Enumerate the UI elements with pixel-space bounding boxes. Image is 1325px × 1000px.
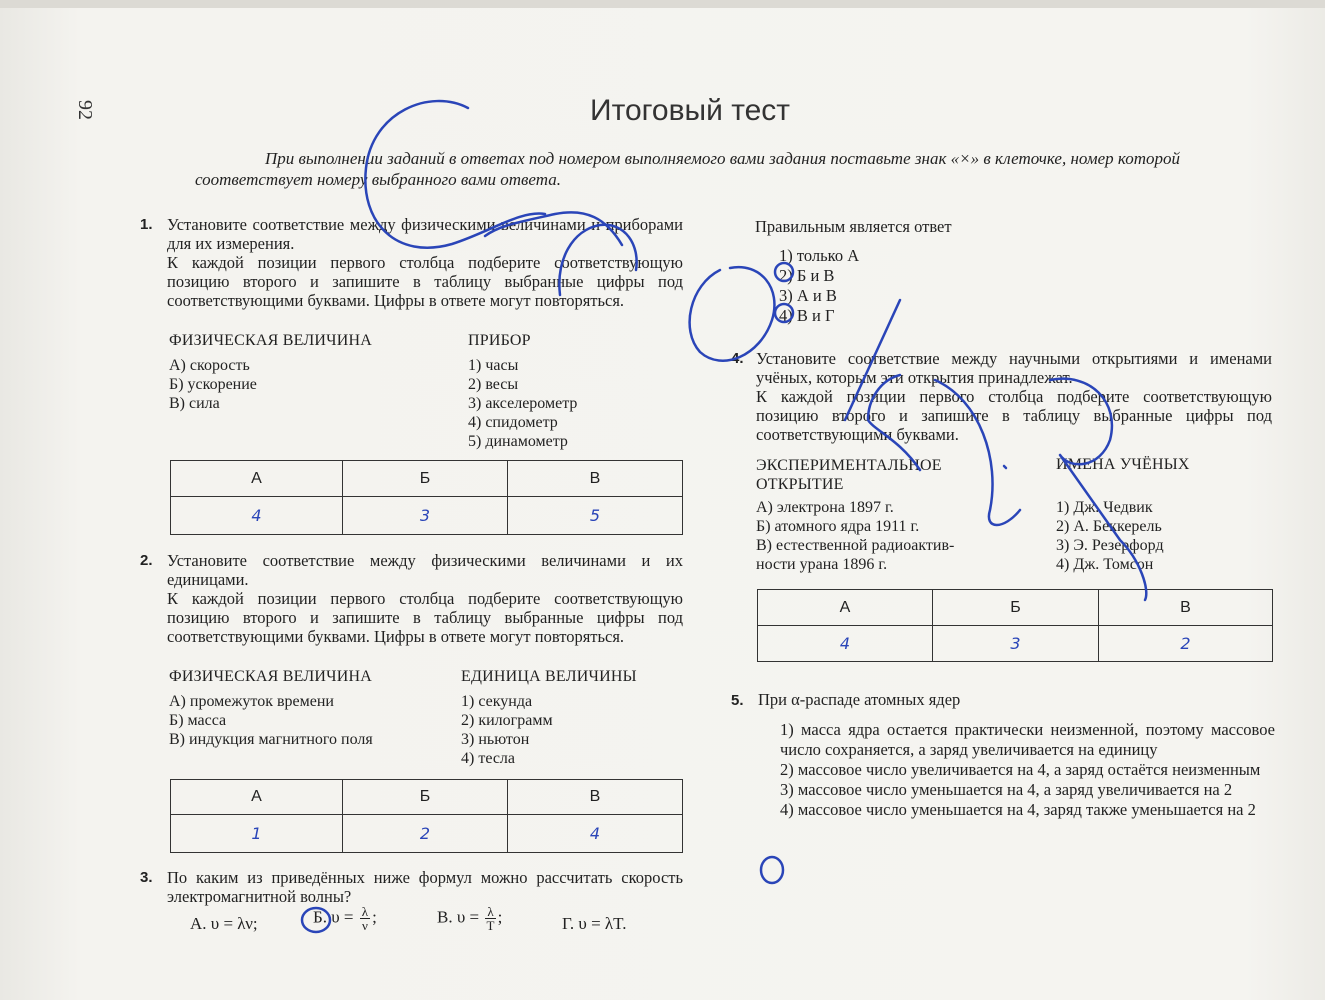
q4-left-heading <box>756 456 942 494</box>
fraction-numerator: λ <box>361 904 369 919</box>
q1-text: Установите соответствие между физическими величинами и приборами для их измерения. <box>167 215 683 253</box>
handwritten-dot <box>1004 466 1006 468</box>
q4-discovery: В) естественной радиоактив- <box>756 537 955 554</box>
q4-answer-table <box>757 589 1273 662</box>
q4-table-head: В <box>1099 590 1273 626</box>
q2-right-heading: ЕДИНИЦА ВЕЛИЧИНЫ <box>461 668 637 685</box>
q3-option[interactable]: 2) Б и В <box>779 266 835 285</box>
fraction-denominator: T <box>486 918 495 933</box>
q2-answer-cell[interactable]: 4 <box>508 815 683 853</box>
q2-answer-cell[interactable]: 2 <box>343 815 508 853</box>
q5-option[interactable]: 1) масса ядра остается практически неизменной, поэтому массовое число сохраняется, а заряд увеличивается на единицу <box>780 720 1275 759</box>
q3-option[interactable]: 1) только А <box>779 246 860 265</box>
q1-left-heading: ФИЗИЧЕСКАЯ ВЕЛИЧИНА <box>169 332 373 349</box>
formula-v-fraction <box>485 905 495 932</box>
q4-answer-cell[interactable]: 4 <box>758 626 933 662</box>
q1-answer-cell[interactable]: 5 <box>508 497 683 535</box>
q2-quantity: Б) масса <box>169 712 227 729</box>
q4-discoveries <box>756 498 954 574</box>
q4-discovery: ности урана 1896 г. <box>756 556 888 573</box>
instructions: При выполнении заданий в ответах под номером выполняемого вами задания поставьте знак «×» в клеточке, номер которой соответствует номеру выбранного вами ответа. <box>195 149 1180 189</box>
q1-device: 2) весы <box>468 376 519 393</box>
q4-answer-cell[interactable]: 3 <box>933 626 1099 662</box>
q3-text: По каким из приведённых ниже формул можно рассчитать скорость электромагнитной волны? <box>167 868 683 906</box>
page-number: 92 <box>74 100 96 120</box>
q1-instructions: К каждой позиции первого столбца подберите соответствующую позицию второго и запишите в таблицу выбранные цифры под соответствующими буквами. Цифры в ответе могут повторяться. <box>167 253 683 310</box>
q4-scientists <box>1056 498 1164 574</box>
q4-left-heading-line: ЭКСПЕРИМЕНТАЛЬНОЕ <box>756 457 942 474</box>
q2-quantity: А) промежуток времени <box>169 693 334 710</box>
formula-b: Б. υ = $\frac{\lambda}{\nu}$ ; <box>313 904 377 933</box>
q4-instructions: К каждой позиции первого столбца подберите соответствующую позицию второго и запишите в таблицу выбранные цифры под соответствующими буквами. <box>756 387 1272 444</box>
q4-discovery: А) электрона 1897 г. <box>756 499 894 516</box>
q1-device: 3) акселерометр <box>468 395 578 412</box>
q1-table-head: Б <box>343 461 508 497</box>
q2-table-head: А <box>171 780 343 815</box>
q2-unit: 2) килограмм <box>461 712 553 729</box>
page-title: Итоговый тест <box>590 94 791 127</box>
formula-b-label: Б. υ = <box>313 907 354 927</box>
q1-table-head: В <box>508 461 683 497</box>
q4-scientist: 4) Дж. Томсон <box>1056 556 1154 573</box>
q4-text: Установите соответствие между научными открытиями и именами учёных, которым эти открытия принадлежат. <box>756 349 1272 387</box>
q4-scientist: 1) Дж. Чедвик <box>1056 499 1153 516</box>
formula-v-label: В. υ = <box>437 907 480 927</box>
q4-answer-cell[interactable]: 2 <box>1099 626 1273 662</box>
q2-instructions: К каждой позиции первого столбца подберите соответствующую позицию второго и запишите в таблицу выбранные цифры под соответствующими буквами. Цифры в ответе могут повторяться. <box>167 589 683 646</box>
q2-unit: 4) тесла <box>461 750 516 767</box>
q1-answer-cell[interactable]: 4 <box>171 497 343 535</box>
q2-answer-table <box>170 779 683 853</box>
q3-option[interactable]: 4) В и Г <box>779 306 835 325</box>
q2-quantity: В) индукция магнитного поля <box>169 731 373 748</box>
q5-option[interactable]: 4) массовое число уменьшается на 4, заряд также уменьшается на 2 <box>780 800 1256 819</box>
q3-option[interactable]: 3) А и В <box>779 286 837 305</box>
handwritten-letter-o <box>690 267 775 361</box>
q1-answer-cell[interactable]: 3 <box>343 497 508 535</box>
q5-options <box>780 720 1275 820</box>
fraction-denominator: ν <box>361 918 368 933</box>
q3-answer-lead: Правильным является ответ <box>755 217 952 236</box>
q1-quantity: В) сила <box>169 395 220 412</box>
q1-table-head: А <box>171 461 343 497</box>
q4-table-head: Б <box>933 590 1099 626</box>
q2-table-head: Б <box>343 780 508 815</box>
q1-number: 1. <box>140 216 153 233</box>
q5-option[interactable]: 3) массовое число уменьшается на 4, а заряд увеличивается на 2 <box>780 780 1233 799</box>
q4-left-heading-line: ОТКРЫТИЕ <box>756 476 844 493</box>
q2-unit: 1) секунда <box>461 693 533 710</box>
q1-device: 5) динамометр <box>468 433 568 450</box>
q1-answer-table <box>170 460 683 535</box>
formula-g: Г. υ = λT. <box>562 914 627 933</box>
q5-option-4-circle <box>761 857 783 883</box>
q2-number: 2. <box>140 552 153 569</box>
q1-devices <box>468 356 577 451</box>
q3-number: 3. <box>140 869 153 886</box>
q4-right-heading: ИМЕНА УЧЁНЫХ <box>1056 456 1190 473</box>
q2-quantities <box>169 692 373 749</box>
q4-scientist: 3) Э. Резерфорд <box>1056 537 1164 554</box>
q4-table-head: А <box>758 590 933 626</box>
q2-units <box>461 692 553 768</box>
q2-left-heading: ФИЗИЧЕСКАЯ ВЕЛИЧИНА <box>169 668 373 685</box>
scan-edge <box>0 0 1325 8</box>
q2-unit: 3) ньютон <box>461 731 530 748</box>
q2-table-head: В <box>508 780 683 815</box>
q2-text: Установите соответствие между физическими величинами и их единицами. <box>167 551 683 589</box>
formula-b-fraction <box>360 905 370 932</box>
q5-option[interactable]: 2) массовое число увеличивается на 4, а заряд остаётся неизменным <box>780 760 1261 779</box>
q4-number: 4. <box>731 350 744 367</box>
q5-text: При α-распаде атомных ядер <box>758 690 961 709</box>
q1-quantity: Б) ускорение <box>169 376 257 393</box>
formula-a: А. υ = λν; <box>190 914 258 933</box>
fraction-numerator: λ <box>487 904 494 919</box>
q4-scientist: 2) А. Беккерель <box>1056 518 1162 535</box>
q1-right-heading: ПРИБОР <box>468 332 531 349</box>
q5-number: 5. <box>731 692 744 709</box>
q4-discovery: Б) атомного ядра 1911 г. <box>756 518 920 535</box>
q3-options <box>779 246 859 326</box>
q2-answer-cell[interactable]: 1 <box>171 815 343 853</box>
formula-v: В. υ = $\frac{\lambda}{T}$ ; <box>437 904 503 933</box>
q1-quantity: А) скорость <box>169 357 250 374</box>
q1-quantities <box>169 356 257 413</box>
q1-device: 1) часы <box>468 357 519 374</box>
q1-device: 4) спидометр <box>468 414 558 431</box>
